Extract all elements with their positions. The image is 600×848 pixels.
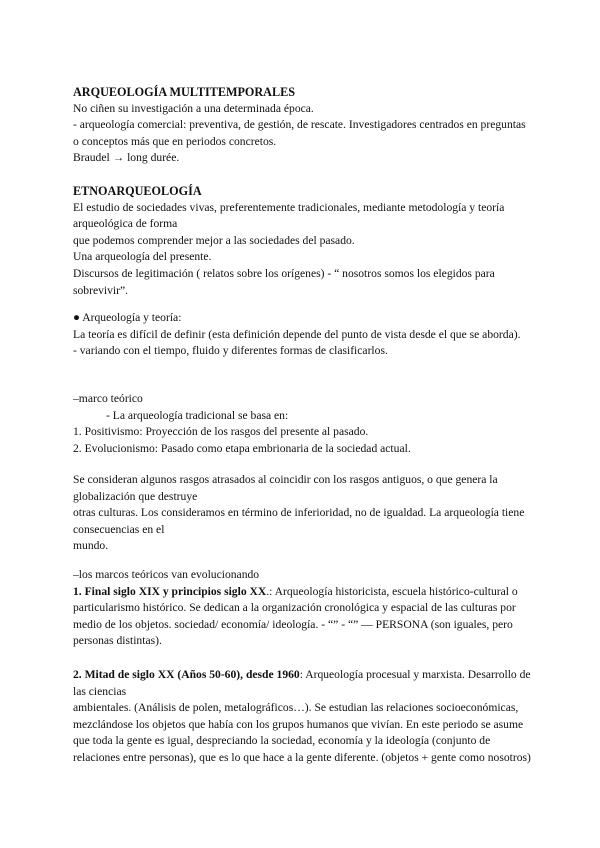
item-text: : Arqueología procesual y marxista. Desarrollo de las ciencias	[73, 667, 531, 698]
section-title: ARQUEOLOGÍA MULTITEMPORALES	[73, 85, 296, 99]
item-text: .: Arqueología historicista, escuela histórico-cultural o particularismo histórico. Se dedican a la organización cronológica y espacial de las culturas por medio de los objetos. sociedad/ economía/ ideología. - “” - “” — PERSONA (son iguales, pero personas distintas).	[73, 584, 518, 648]
section-etnoarqueologia	[73, 183, 533, 299]
list-item: 2. Evolucionismo: Pasado como etapa embrionaria de la sociedad actual.	[73, 441, 411, 455]
paragraph-line: otras culturas. Los consideramos en término de inferioridad, no de igualdad. La arqueología tiene consecuencias en el	[73, 506, 525, 536]
section-marcos-teoricos	[73, 567, 533, 767]
paragraph-line: La teoría es difícil de definir (esta definición depende del punto de vista desde el que se aborda).	[73, 327, 521, 341]
paragraph-line: Discursos de legitimación ( relatos sobre los orígenes) - “ nosotros somos los elegidos para sobrevivir”.	[73, 266, 495, 297]
paragraph-line: Braudel → long durée.	[73, 151, 180, 165]
item-heading: 2. Mitad de siglo XX (Años 50-60), desde 1960	[73, 667, 300, 681]
paragraph-line: ambientales. (Análisis de polen, metalográficos…). Se estudian las relaciones socioeconómicas, mezclándose los objetos que había con los grupos humanos que vivían. En este periodo se asume que toda la gente es igual, despreciando la sociedad, economía y la ideología (conjunto de relaciones entre personas), que es lo que hace a la gente diferente. (objetos + gente como nosotros)	[73, 701, 531, 764]
item-heading: 1. Final siglo XIX y principios siglo XX	[73, 584, 267, 598]
section-arqueologia-multitemporales	[73, 84, 533, 167]
list-item: 1. Positivismo: Proyección de los rasgos del presente al pasado.	[73, 425, 369, 439]
indented-line: - La arqueología tradicional se basa en:	[106, 408, 289, 422]
section-arqueologia-teoria	[73, 310, 533, 360]
list-item-1	[73, 584, 533, 650]
list-item-2	[73, 667, 533, 700]
paragraph-line: El estudio de sociedades vivas, preferentemente tradicionales, mediante metodología y teoría arqueológica de forma	[73, 200, 505, 231]
bullet-heading: ● Arqueología y teoría:	[73, 311, 182, 324]
paragraph-line: - arqueología comercial: preventiva, de gestión, de rescate. Investigadores centrados en preguntas o conceptos más que en periodos concretos.	[73, 118, 526, 148]
paragraph-line: Una arqueología del presente.	[73, 250, 212, 264]
paragraph-line: –los marcos teóricos van evolucionando	[73, 568, 260, 581]
paragraph-line: mundo.	[73, 539, 109, 553]
section-title: ETNOARQUEOLOGÍA	[73, 184, 202, 198]
paragraph-line: No ciñen su investigación a una determinada época.	[73, 101, 314, 115]
paragraph-line: - variando con el tiempo, fluido y diferentes formas de clasificarlos.	[73, 344, 388, 358]
paragraph-line: –marco teórico	[73, 392, 143, 405]
section-rasgos-atrasados	[73, 472, 533, 555]
paragraph-line: que podemos comprender mejor a las sociedades del pasado.	[73, 233, 355, 247]
paragraph-line: Se consideran algunos rasgos atrasados al coincidir con los rasgos antiguos, o que genera la globalización que destruye	[73, 473, 498, 503]
section-marco-teorico	[73, 391, 533, 457]
